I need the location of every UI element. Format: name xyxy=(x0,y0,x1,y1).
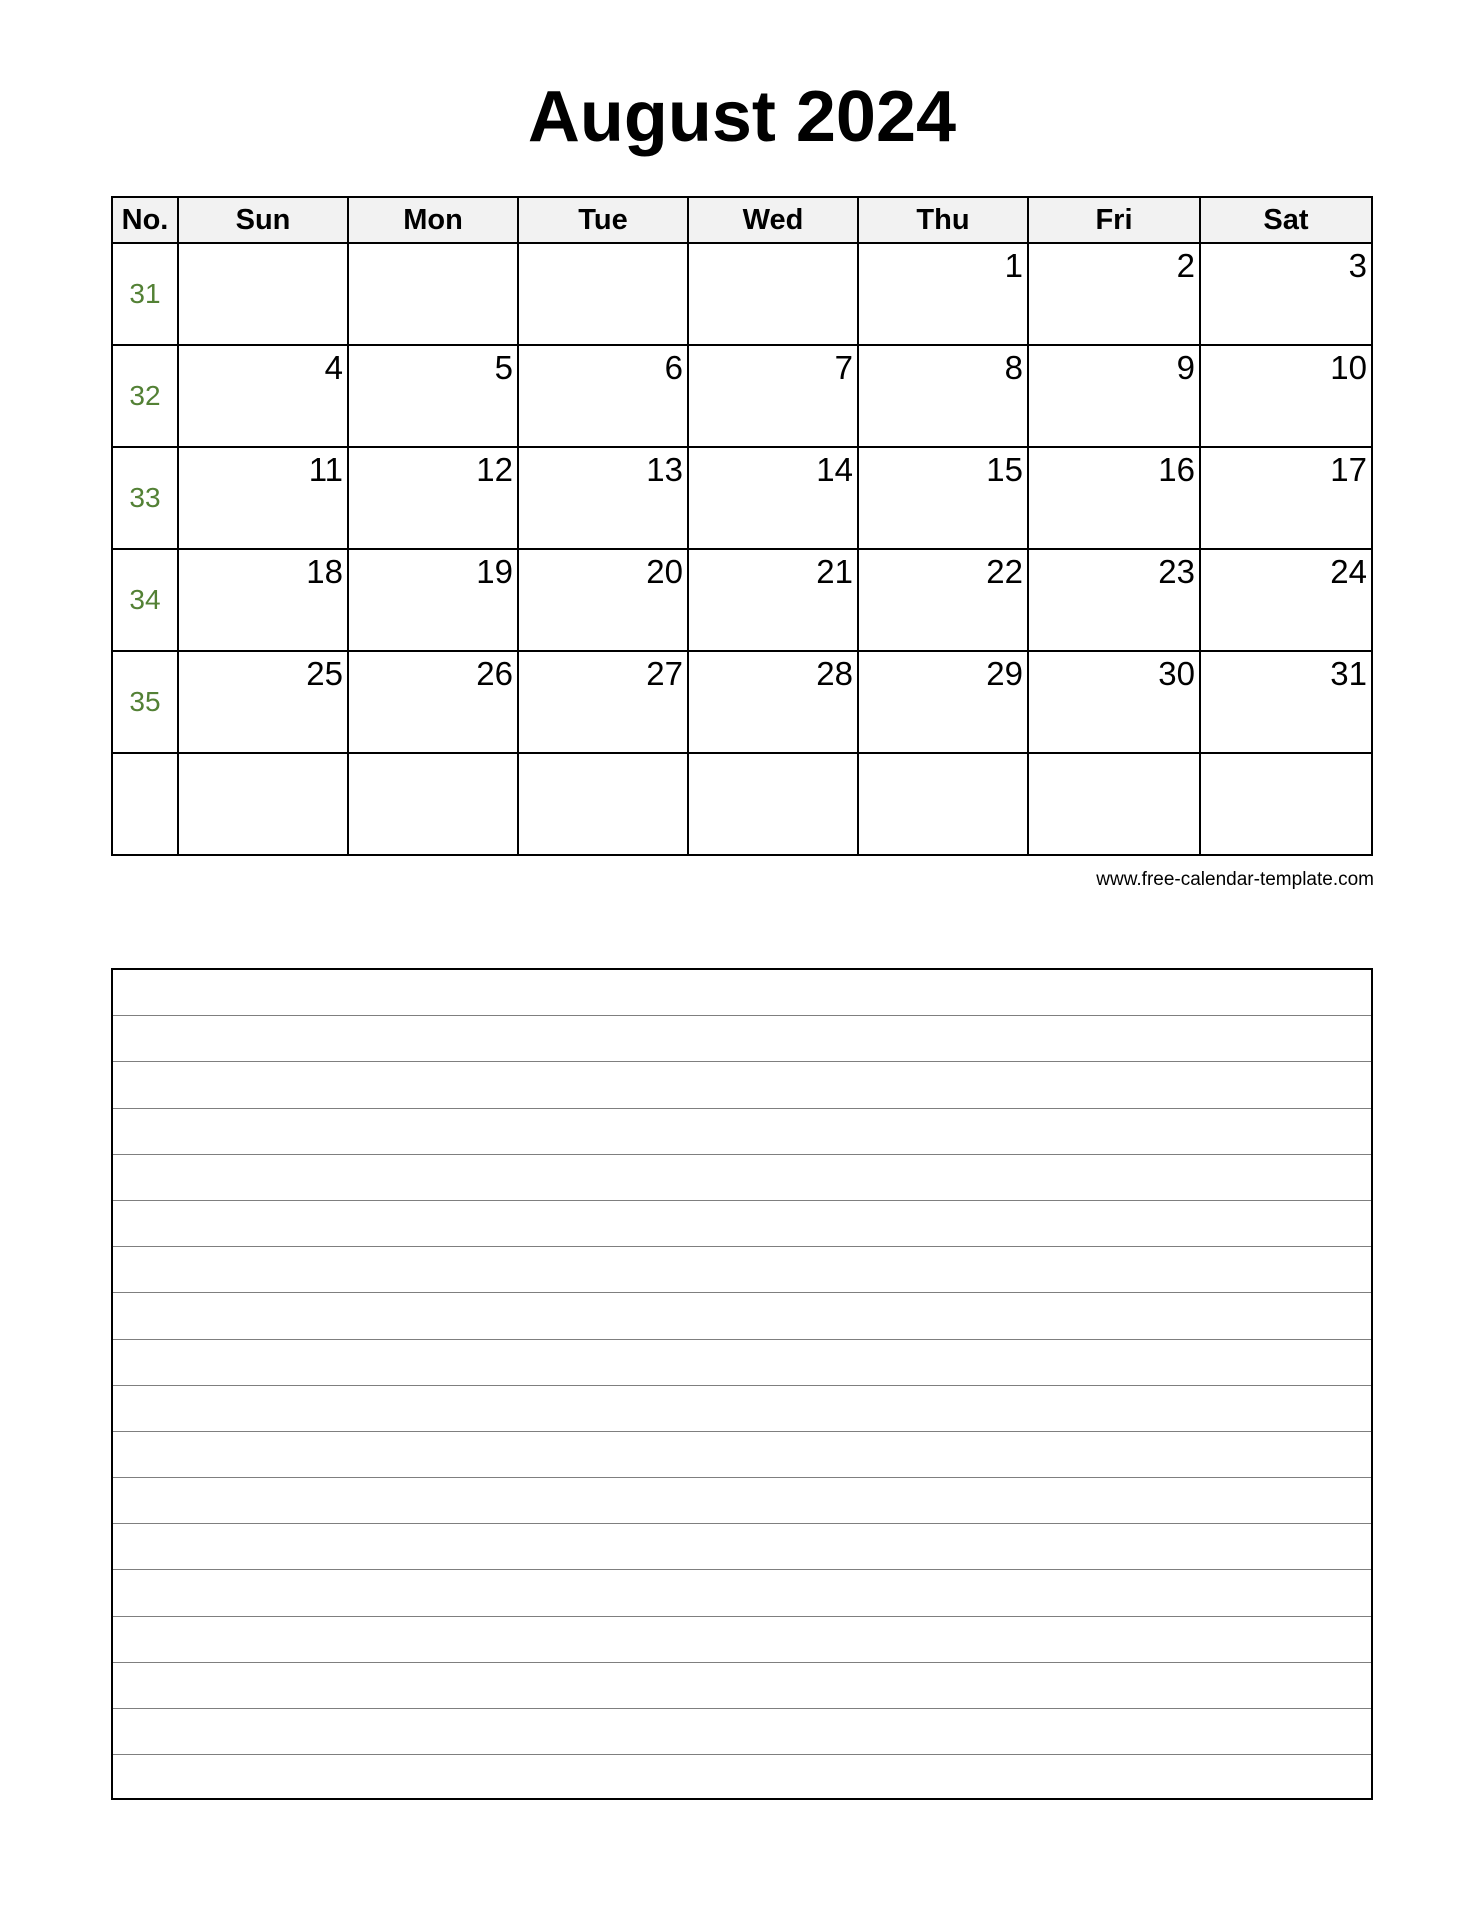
day-cell xyxy=(858,651,1028,753)
day-cell xyxy=(178,447,348,549)
day-number: 23 xyxy=(1158,553,1195,590)
note-line xyxy=(113,1155,1371,1201)
day-number: 25 xyxy=(306,655,343,692)
day-number: 8 xyxy=(1004,349,1023,386)
weekday-header-sat: Sat xyxy=(1200,197,1372,243)
week-number: 35 xyxy=(112,651,178,753)
day-number: 20 xyxy=(646,553,683,590)
day-number: 10 xyxy=(1330,349,1367,386)
day-number xyxy=(519,244,687,248)
day-cell xyxy=(348,549,518,651)
day-number: 12 xyxy=(476,451,513,488)
day-number: 6 xyxy=(664,349,683,386)
day-cell xyxy=(1028,345,1200,447)
day-number xyxy=(1201,754,1371,758)
week-row xyxy=(112,549,1372,651)
week-number: 33 xyxy=(112,447,178,549)
day-cell xyxy=(178,549,348,651)
weekday-header-row xyxy=(112,197,1372,243)
day-cell xyxy=(688,447,858,549)
day-number: 3 xyxy=(1348,247,1367,284)
day-cell xyxy=(858,549,1028,651)
day-cell xyxy=(1028,753,1200,855)
week-row xyxy=(112,345,1372,447)
day-cell xyxy=(1028,651,1200,753)
day-number xyxy=(859,754,1027,758)
note-line xyxy=(113,1386,1371,1432)
day-number xyxy=(179,754,347,758)
note-line xyxy=(113,1570,1371,1616)
day-cell xyxy=(1200,651,1372,753)
day-cell xyxy=(688,753,858,855)
day-number: 29 xyxy=(986,655,1023,692)
note-line xyxy=(113,1109,1371,1155)
day-number: 11 xyxy=(308,451,343,488)
note-line xyxy=(113,970,1371,1016)
footer-url: www.free-calendar-template.com xyxy=(1096,869,1374,890)
weekday-header-wed: Wed xyxy=(688,197,858,243)
day-cell xyxy=(858,345,1028,447)
day-number: 13 xyxy=(646,451,683,488)
day-number xyxy=(349,244,517,248)
day-cell xyxy=(1200,243,1372,345)
day-cell xyxy=(348,345,518,447)
day-cell xyxy=(518,345,688,447)
day-number: 17 xyxy=(1330,451,1367,488)
note-line xyxy=(113,1478,1371,1524)
note-line xyxy=(113,1709,1371,1755)
note-line xyxy=(113,1755,1371,1801)
weekday-header-thu: Thu xyxy=(858,197,1028,243)
day-cell xyxy=(178,243,348,345)
day-number: 4 xyxy=(324,349,343,386)
day-number: 18 xyxy=(306,553,343,590)
day-number: 27 xyxy=(646,655,683,692)
weekday-header-sun: Sun xyxy=(178,197,348,243)
day-cell xyxy=(518,549,688,651)
day-cell xyxy=(518,651,688,753)
day-cell xyxy=(348,447,518,549)
day-cell xyxy=(518,447,688,549)
day-cell xyxy=(858,447,1028,549)
week-number-header: No. xyxy=(112,197,178,243)
week-number: 32 xyxy=(112,345,178,447)
day-cell xyxy=(518,243,688,345)
week-row xyxy=(112,651,1372,753)
day-number: 2 xyxy=(1176,247,1195,284)
day-cell xyxy=(688,549,858,651)
note-line xyxy=(113,1432,1371,1478)
calendar-body xyxy=(112,243,1372,855)
day-number: 7 xyxy=(834,349,853,386)
day-cell xyxy=(1200,345,1372,447)
week-row xyxy=(112,243,1372,345)
day-number: 28 xyxy=(816,655,853,692)
day-cell xyxy=(1028,549,1200,651)
day-number: 19 xyxy=(476,553,513,590)
weekday-header-fri: Fri xyxy=(1028,197,1200,243)
day-cell xyxy=(1028,447,1200,549)
day-number: 30 xyxy=(1158,655,1195,692)
day-cell xyxy=(1200,549,1372,651)
day-number: 14 xyxy=(816,451,853,488)
day-cell xyxy=(1028,243,1200,345)
day-cell xyxy=(858,753,1028,855)
note-line xyxy=(113,1247,1371,1293)
weekday-header-tue: Tue xyxy=(518,197,688,243)
week-row xyxy=(112,753,1372,855)
note-line xyxy=(113,1524,1371,1570)
day-number xyxy=(689,754,857,758)
day-number: 5 xyxy=(494,349,513,386)
day-cell xyxy=(348,651,518,753)
note-line xyxy=(113,1663,1371,1709)
note-line xyxy=(113,1293,1371,1339)
day-number: 15 xyxy=(986,451,1023,488)
day-number: 16 xyxy=(1158,451,1195,488)
day-cell xyxy=(688,243,858,345)
day-number: 22 xyxy=(986,553,1023,590)
day-number xyxy=(689,244,857,248)
day-number xyxy=(1029,754,1199,758)
day-number: 1 xyxy=(1004,247,1023,284)
day-number: 24 xyxy=(1330,553,1367,590)
day-number xyxy=(349,754,517,758)
day-cell xyxy=(178,651,348,753)
day-cell xyxy=(688,651,858,753)
day-cell xyxy=(178,753,348,855)
notes-area xyxy=(111,968,1373,1800)
day-number: 9 xyxy=(1176,349,1195,386)
day-cell xyxy=(1200,447,1372,549)
day-number: 26 xyxy=(476,655,513,692)
calendar-title: August 2024 xyxy=(527,77,957,157)
note-line xyxy=(113,1617,1371,1663)
week-number: 31 xyxy=(112,243,178,345)
day-number xyxy=(519,754,687,758)
calendar-grid xyxy=(111,196,1373,856)
day-cell xyxy=(518,753,688,855)
day-cell xyxy=(858,243,1028,345)
day-cell xyxy=(688,345,858,447)
day-cell xyxy=(178,345,348,447)
day-number xyxy=(179,244,347,248)
day-cell xyxy=(1200,753,1372,855)
weekday-header-mon: Mon xyxy=(348,197,518,243)
week-row xyxy=(112,447,1372,549)
day-cell xyxy=(348,243,518,345)
note-line xyxy=(113,1062,1371,1108)
note-line xyxy=(113,1340,1371,1386)
note-line xyxy=(113,1016,1371,1062)
day-number: 21 xyxy=(816,553,853,590)
week-number: 34 xyxy=(112,549,178,651)
week-number xyxy=(112,753,178,855)
note-line xyxy=(113,1201,1371,1247)
day-cell xyxy=(348,753,518,855)
day-number: 31 xyxy=(1330,655,1367,692)
